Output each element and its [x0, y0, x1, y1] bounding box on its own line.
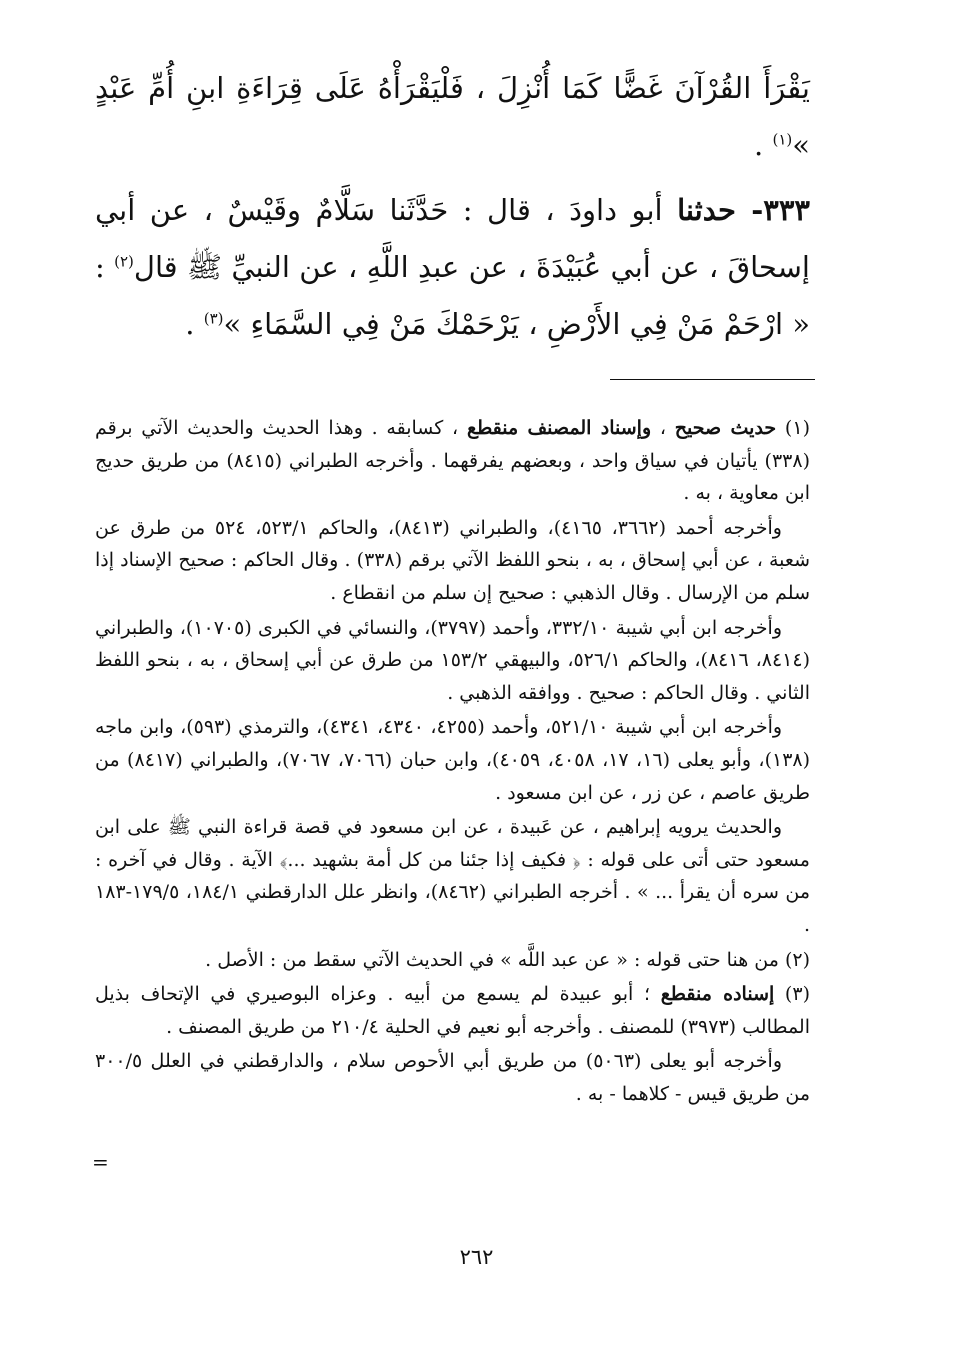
footnotes [95, 412, 810, 1110]
footnote-ref-1: (١) [772, 130, 793, 149]
footnote-1-label: (١) [776, 417, 810, 439]
hadith-333 [95, 182, 810, 353]
footnote-1-sep: ، [651, 417, 675, 439]
footnote-1-isnad: وإسناد المصنف منقطع [466, 417, 652, 439]
hadith-body-1: أبو داودَ ، قال : حَدَّثَنا سَلَّامٌ وقَيْسٌ ، عن أبي إسحاقَ ، عن أبي عُبَيْدَةَ ، عن عبدِ اللَّهِ ، عن النبيِّ ﷺ قال [95, 193, 810, 284]
main-text [95, 60, 810, 353]
main-line-1-text: يَقْرَأَ القُرْآنَ غَضًّا كَمَا أُنْزِلَ ، فَلْيَقْرَأْهُ عَلَى قِرَاءَةِ ابنِ أُمِّ عَبْدٍ » [95, 71, 810, 162]
footnote-1-para-5: والحديث يرويه إبراهيم ، عن عَبيدة ، عن ابن مسعود في قصة قراءة النبي ﷺ على ابن مسعود حتى أتى على قوله : ﴿ فكيف إذا جئنا من كل أمة بشهيد ...﴾ الآية . وقال في آخره : من سره أن يقرأ ... » . أخرجه الطبراني (٨٤٦٢)، وانظر علل الدارقطني ١٨٤/١، ١٧٩/٥-١٨٣ . [95, 816, 811, 936]
footnote-3 [95, 978, 810, 1043]
footnote-1-para-3: وأخرجه ابن أبي شيبة ٣٣٢/١٠، وأحمد (٣٧٩٧)، والنسائي في الكبرى (١٠٧٠٥)، والطبراني (٨٤١٤، ٨٤١٦)، والحاكم ٥٢٦/١، والبيهقي ١٥٣/٢ من طرق عن أبي إسحاق ، به ، بنحو اللفظ الثاني . وقال الحاكم : صحيح . ووافقه الذهبي . [95, 616, 810, 704]
footnote-1 [95, 412, 810, 510]
footnote-ref-3: (٣) [203, 309, 224, 328]
hadith-end: . [185, 307, 204, 341]
footnote-2: (٢) من هنا حتى قوله : « عن عبد اللَّه » في الحديث الآتي سقط من : الأصل . [205, 948, 810, 971]
page-body [95, 60, 810, 1112]
footnote-1-grade: حديث صحيح [674, 417, 777, 439]
page-number: ٢٦٢ [459, 1245, 494, 1269]
footnote-ref-2: (٢) [114, 252, 134, 271]
footnote-1-para-2: وأخرجه أحمد (٣٦٦٢، ٤١٦٥)، والطبراني (٨٤١٣)، والحاكم ٥٢٣/١، ٥٢٤ من طرق عن شعبة ، عن أبي إسحاق ، به ، بنحو اللفظ الآتي برقم (٣٣٨) . وقال الحاكم : صحيح الإسناد إذا سلم من الإرسال . وقال الذهبي : صحيح إن سلم من انقطاع . [95, 516, 810, 604]
hadith-number: ٣٣٣- حدثنا [677, 193, 810, 227]
main-line-1 [95, 60, 810, 174]
footnote-3-text: ؛ أبو عبيدة لم يسمع من أبيه . وعزاه البوصيري في الإتحاف بذيل المطالب (٣٩٧٣) للمصنف . وأخرجه أبو نعيم في الحلية ٢١٠/٤ من طريق المصنف . [95, 983, 810, 1038]
footnote-1-para-4: وأخرجه ابن أبي شيبة ٥٢١/١٠، وأحمد (٤٢٥٥، ٤٣٤٠، ٤٣٤١)، والترمذي (٥٩٣)، وابن ماجه (١٣٨)، وأبو يعلى (١٦، ١٧، ٤٠٥٨، ٤٠٥٩)، وابن حبان (٧٠٦٦، ٧٠٦٧)، والطبراني (٨٤١٧) من طريق عاصم ، عن زر ، عن ابن مسعود . [95, 716, 811, 804]
main-line-1-end: . [754, 128, 773, 162]
hadith-body-2: : « ارْحَمْ مَنْ فِي الأَرْضِ ، يَرْحَمْكَ مَنْ فِي السَّمَاءِ » [95, 250, 810, 341]
footnote-separator [610, 379, 815, 380]
footnote-3-grade: إسناده منقطع [660, 983, 775, 1006]
footnote-3-para-2: وأخرجه أبو يعلى (٥٠٦٣) من طريق أبي الأحوص سلام ، والدارقطني في العلل ٣٠٠/٥ من طريق قيس - كلاهما - به . [95, 1050, 810, 1105]
footnote-1-text: ، كسابقه . وهذا الحديث والحديث الآتي برقم (٣٣٨) يأتيان في سياق واحد ، وبعضهم يفرقهما . وأخرجه الطبراني (٨٤١٥) من طريق حديج ابن معاوية ، به . [95, 417, 810, 505]
footnote-3-label: (٣) [774, 983, 810, 1006]
continuation-mark: = [92, 1150, 109, 1174]
